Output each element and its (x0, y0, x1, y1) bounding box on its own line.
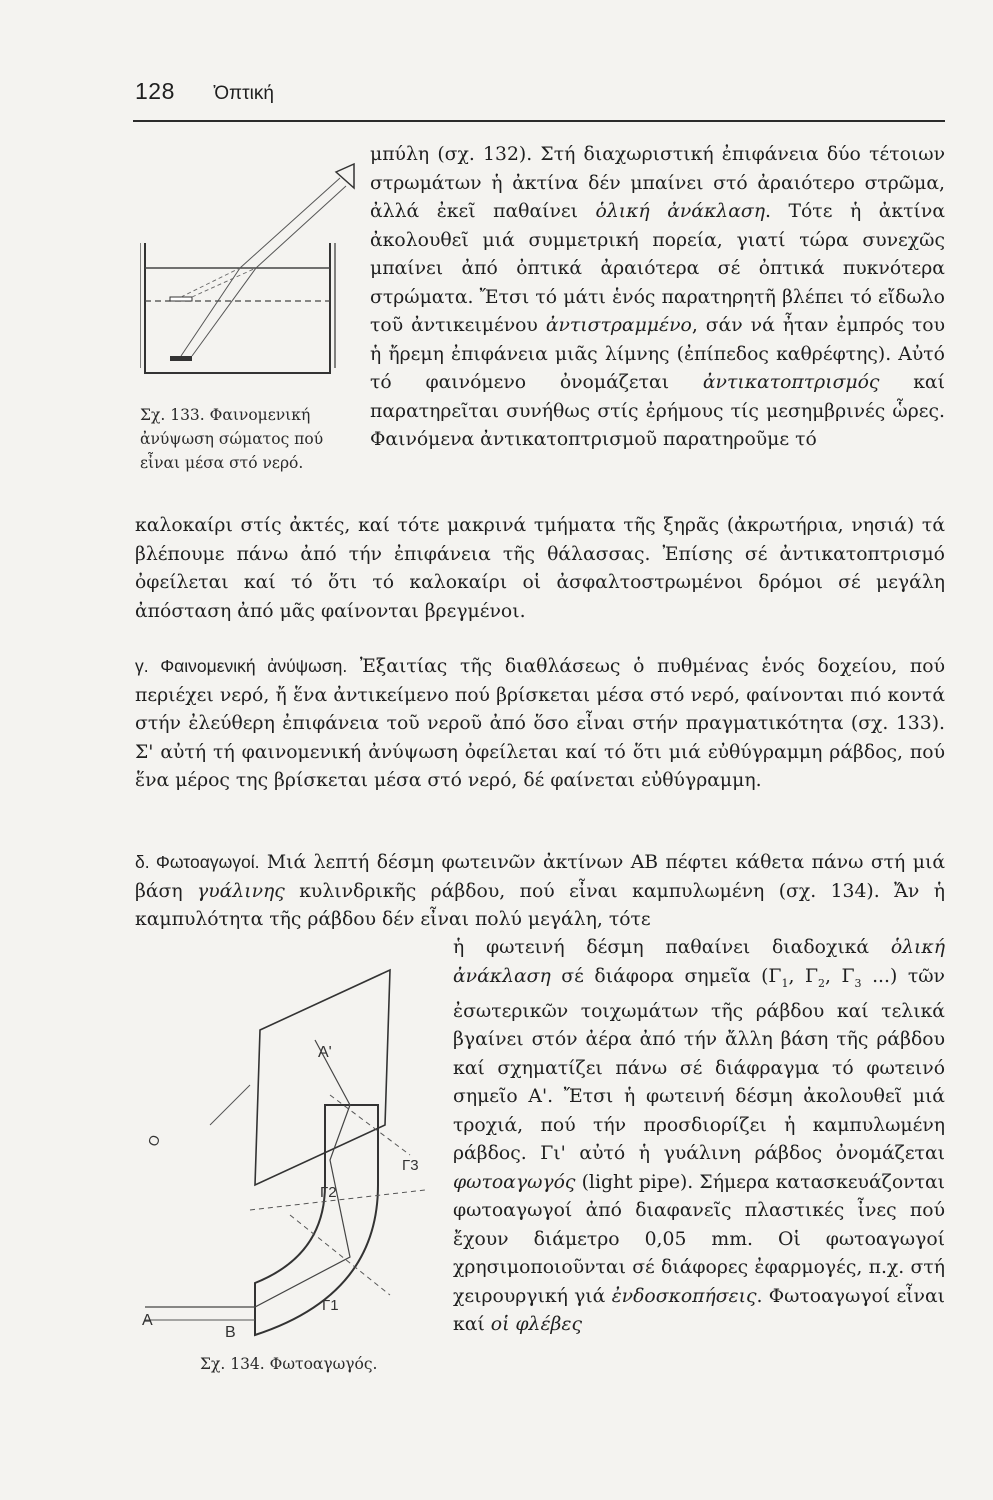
text-run: , σάν νά ἦταν ἐμπρός του ἡ ἤρεμη ἐπιφάνεια μιᾶς λίμνης (ἐπίπεδος καθρέφτης). Αὐτό τό φαινόμενο ὀνομάζεται (370, 315, 945, 393)
apparent-image (170, 297, 192, 301)
figure-134-caption: Σχ. 134. Φωτοαγωγός. (200, 1355, 378, 1373)
paragraph-mirage-continued: καλοκαίρι στίς ἀκτές, καί τότε μακρινά τμήματα τῆς ξηρᾶς (ἀκρωτήρια, νησιά) τά βλέπουμε πάνω ἀπό τήν ἐπιφάνεια τῆς θάλασσας. Ἐπίσης σέ ἀντικατοπτρισμό ὀφείλεται καί τό ὅτι τό καλοκαίρι οἱ ἀσφαλτοστρωμένοι δρόμοι σέ μεγάλη ἀπόσταση ἀπό μᾶς φαίνονται βρεγμένοι. (135, 515, 945, 622)
text-run: Μιά λεπτή δέσμη φωτεινῶν ἀκτίνων ΑΒ πέφτει κάθετα πάνω στή μιά βάση (135, 852, 945, 902)
label-a-prime: A' (318, 1044, 332, 1061)
page-number: 128 (135, 78, 175, 104)
text-run: , Γ (824, 965, 855, 987)
emphasis: ἐνδοσκοπήσεις (611, 1285, 757, 1307)
real-object (170, 356, 192, 361)
paragraph-mirage (370, 141, 945, 455)
text-run: σέ διάφορα σημεῖα (Γ (550, 965, 782, 987)
emphasis: ὁλική ἀνάκλαση (453, 937, 945, 987)
text-run: . Τότε ἡ ἀκτίνα ἀκολουθεῖ μιά συμμετρική πορεία, γιατί τώρα συνεχῶς μπαίνει ἀπό ὀπτικά ἀραιότερα σέ ὀπτικά πυκνότερα στρώματα. Ἔτσι τό μάτι ἑνός παρατηρητῆ βλέπει τό εἴδωλο τοῦ ἀντικειμένου (370, 201, 946, 336)
paragraph-light-pipes (135, 848, 945, 935)
screen-diaphragm (255, 970, 390, 1185)
text-run: . Φωτοαγωγοί εἶναι καί (453, 1285, 946, 1336)
glass-rod (255, 1105, 378, 1335)
section-heading-apparent-depth: γ. Φαινομενική ἀνύψωση. (135, 656, 348, 676)
label-b: B (225, 1324, 236, 1340)
text-run: καί παρατηρεῖται συνήθως στίς ἐρήμους τίς μεσημβρινές ὧρες. Φαινόμενα ἀντικατοπτρισμοῦ παρατηροῦμε τό (370, 372, 945, 450)
emphasis: ἀντικατοπτρισμός (702, 372, 880, 393)
emphasis: ὁλική ἀνάκλαση (595, 201, 765, 222)
label-gamma-3: Γ3 (402, 1157, 419, 1174)
emphasis: φωτοαγωγός (453, 1171, 576, 1193)
text-run: μπύλη (σχ. 132). Στή διαχωριστική ἐπιφάνεια δύο τέτοιων στρωμάτων ἡ ἀκτίνα δέν μπαίνει στό ἀραιότερο στρῶμα, ἀλλά ἐκεῖ παθαίνει (370, 144, 945, 222)
paragraph-light-pipes-continued (453, 934, 945, 1340)
paragraph-apparent-depth (135, 652, 945, 796)
page-header (135, 78, 274, 105)
subscript: 2 (817, 976, 825, 990)
emphasis: οἱ φλέβες (490, 1314, 582, 1336)
figure-133-apparent-depth (140, 158, 355, 378)
label-o: O (144, 1132, 164, 1149)
figure-134-light-pipe (140, 965, 440, 1340)
subscript: 1 (781, 976, 789, 990)
figure-133-caption: Σχ. 133. Φαινομενική ἀνύψωση σώματος πού εἶναι μέσα στό νερό. (140, 406, 324, 472)
text-run: ἡ φωτεινή δέσμη παθαίνει διαδοχικά (453, 937, 891, 958)
light-ray-path (145, 1040, 350, 1307)
label-a: A (142, 1312, 153, 1329)
text-run: (light pipe). Σήμερα κατασκευάζονται φωτοαγωγοί ἀπό διαφανεῖς πλαστικές ἶνες πού ἔχουν διάμετρο 0,05 mm. Οἱ φωτοαγωγοί χρησιμοποιοῦνται σέ διάφορες ἐφαρμογές, π.χ. στή χειρουργική γιά (453, 1171, 945, 1307)
emphasis: ἀντιστραμμένο (545, 315, 692, 336)
running-title: Ὀπτική (213, 83, 274, 104)
eye-icon (336, 164, 354, 188)
text-run: Ἐξαιτίας τῆς διαθλάσεως ὁ πυθμένας ἑνός δοχείου, πού περιέχει νερό, ἤ ἕνα ἀντικείμενο πού βρίσκεται μέσα στό νερό, φαίνονται πιό κοντά στήν ἐλεύθερη ἐπιφάνεια τοῦ νεροῦ ἀπό ὅσο εἶναι στήν πραγματικότητα (σχ. 133). Σ' αὐτή τή φαινομενική ἀνύψωση ὀφείλεται καί τό ὅτι μιά εὐθύγραμμη ράβδος, πού ἕνα μέρος της βρίσκεται μέσα στό νερό, δέ φαίνεται εὐθύγραμμη. (135, 656, 946, 791)
text-run: , Γ (788, 965, 818, 987)
text-run: κυλινδρικῆς ράβδου, πού εἶναι καμπυλωμένη (σχ. 134). Ἄν ἡ καμπυλότητα τῆς ράβδου δέν εἶναι πολύ μεγάλη, τότε (135, 880, 945, 930)
label-gamma-2: Γ2 (320, 1184, 337, 1201)
text-run: ...) τῶν ἐσωτερικῶν τοιχωμάτων τῆς ράβδου καί τελικά βγαίνει στόν ἀέρα ἀπό τήν ἄλλη βάση τῆς ράβδου καί σχηματίζει πάνω σέ διάφραγμα τό φωτεινό σημεῖο Α'. Ἔτσι ἡ φωτεινή δέσμη ἀκολουθεῖ μιά τροχιά, πού τήν προσδιορίζει ἡ καμπυλωμένη ράβδος. Γι' αὐτό ἡ γυάλινη ράβδος ὀνομάζεται (453, 965, 945, 1165)
subscript: 3 (854, 976, 862, 990)
emphasis: γυάλινης (197, 880, 285, 902)
section-heading-light-pipes: δ. Φωτοαγωγοί. (135, 852, 260, 872)
label-gamma-1: Γ1 (322, 1297, 339, 1314)
container-walls (145, 243, 330, 373)
header-rule (133, 120, 945, 122)
